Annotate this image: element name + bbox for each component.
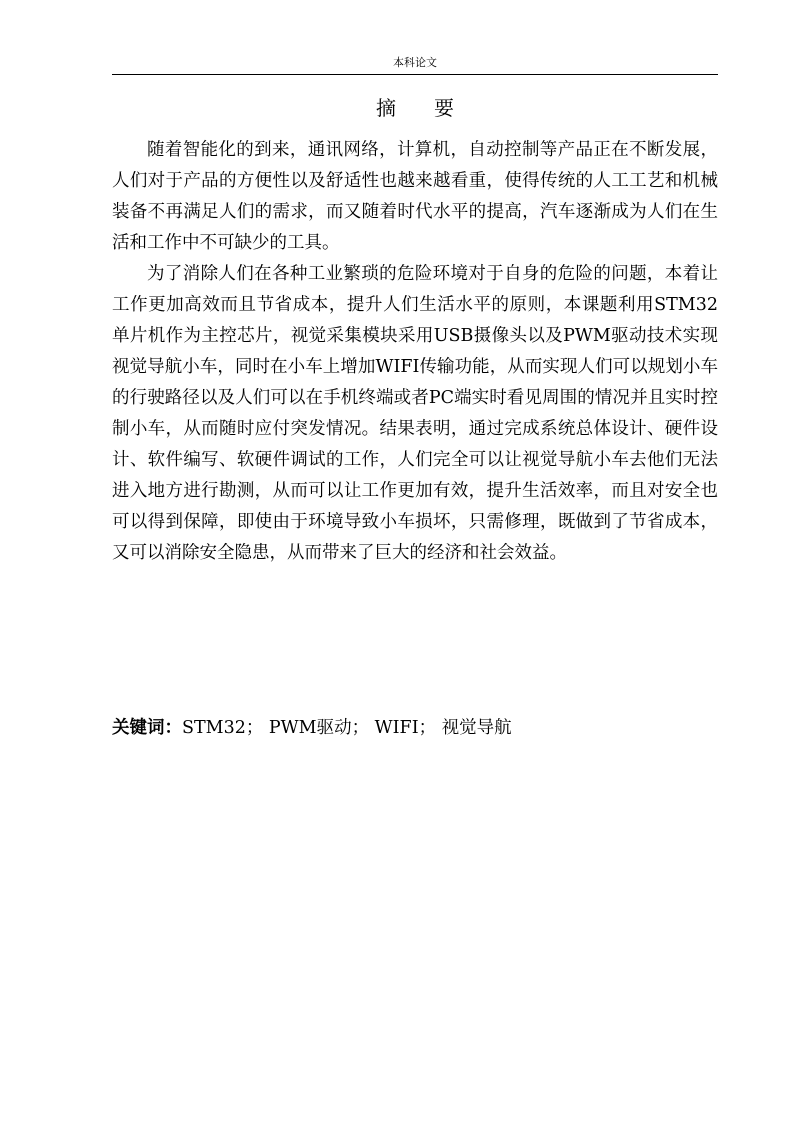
- page-header: [112, 52, 718, 75]
- abstract-paragraph-2: 为了消除人们在各种工业繁琐的危险环境对于自身的危险的问题，本着让工作更加高效而且节省成本，提升人们生活水平的原则，本课题利用STM32单片机作为主控芯片，视觉采集模块采用USB摄像头以及PWM驱动技术实现视觉导航小车，同时在小车上增加WIFI传输功能，从而实现人们可以规划小车的行驶路径以及人们可以在手机终端或者PC端实时看见周围的情况并且实时控制小车，从而随时应付突发情况。结果表明，通过完成系统总体设计、硬件设计、软件编写、软硬件调试的工作，人们完全可以让视觉导航小车去他们无法进入地方进行勘测，从而可以让工作更加有效，提升生活效率，而且对安全也可以得到保障，即使由于环境导致小车损坏，只需修理，既做到了节省成本，又可以消除安全隐患，从而带来了巨大的经济和社会效益。: [112, 264, 718, 563]
- abstract-title: 摘要: [376, 96, 492, 120]
- abstract-body: [112, 135, 718, 569]
- running-title: 本科论文: [393, 56, 437, 69]
- keywords-label: 关键词：: [112, 718, 182, 738]
- abstract-paragraph-1: 随着智能化的到来，通讯网络，计算机，自动控制等产品正在不断发展，人们对于产品的方便性以及舒适性也越来越看重，使得传统的人工工艺和机械装备不再满足人们的需求，而又随着时代水平的提高，汽车逐渐成为人们在生活和工作中不可缺少的工具。: [112, 140, 718, 253]
- keywords-line: [112, 713, 718, 744]
- keywords-text: STM32； PWM驱动； WIFI； 视觉导航: [182, 718, 512, 738]
